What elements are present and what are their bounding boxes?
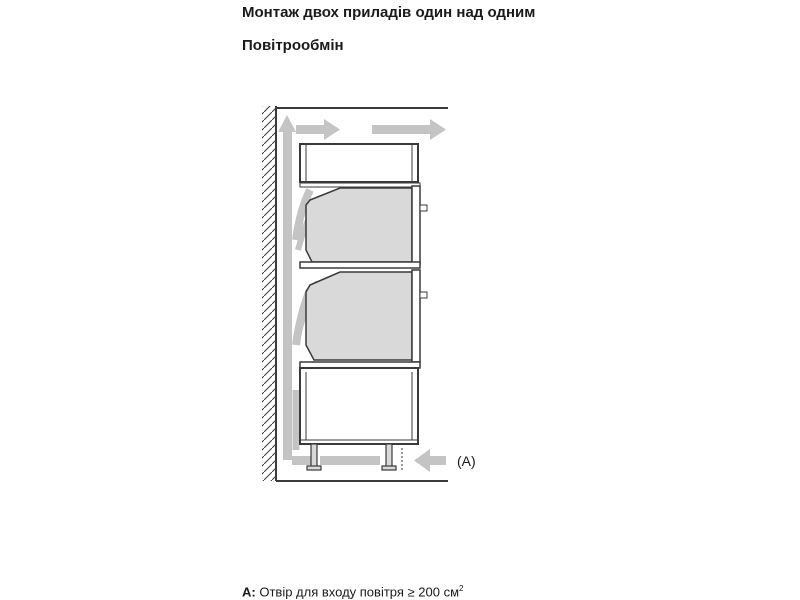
bottom-cabinet	[300, 368, 418, 444]
page-title: Монтаж двох приладів один над одним	[242, 4, 536, 21]
legend-caption	[242, 584, 463, 599]
lower-oven	[300, 270, 427, 368]
legend-key: A:	[242, 584, 256, 600]
wall-hatch	[262, 106, 276, 481]
legend-superscript: 2	[459, 584, 464, 593]
page-subtitle: Повітрообмін	[242, 37, 344, 54]
callout-a-label: (A)	[457, 453, 476, 469]
top-drawer-box	[300, 144, 418, 182]
upper-oven	[300, 183, 427, 268]
legend-text: Отвір для входу повітря ≥ 200 см	[259, 584, 460, 600]
